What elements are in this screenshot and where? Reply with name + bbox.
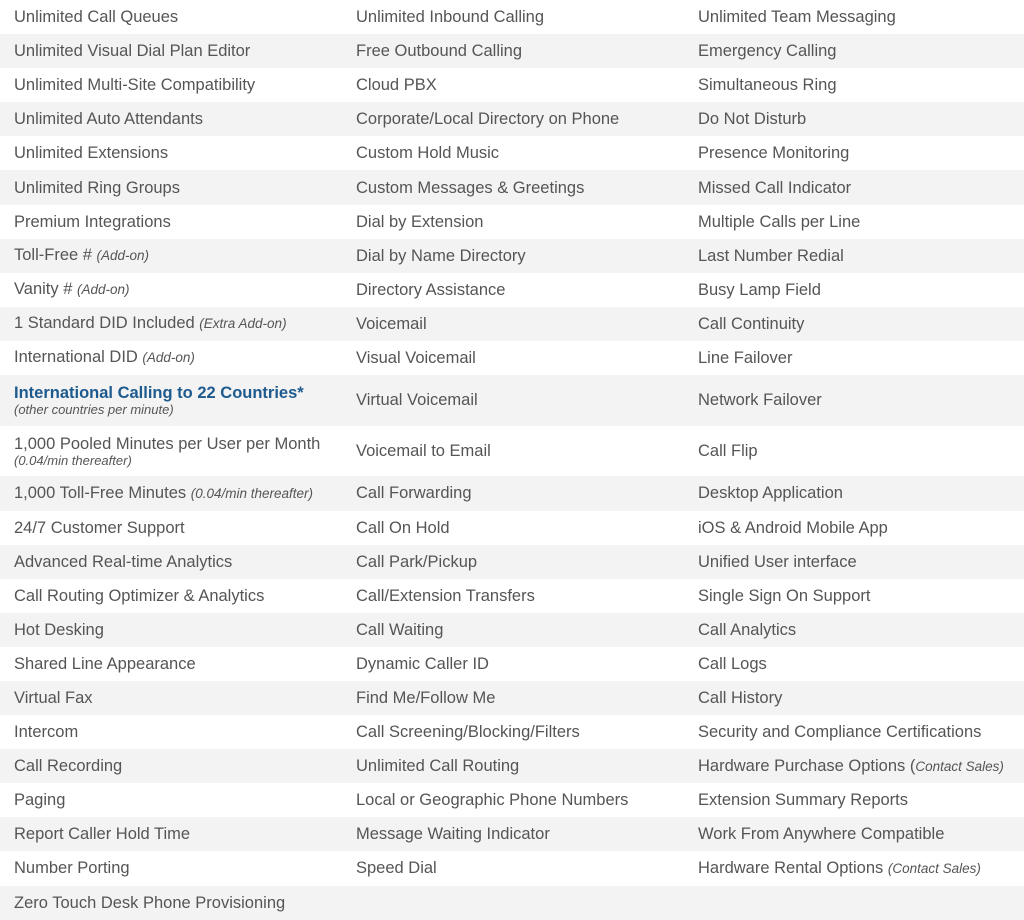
table-row: [0, 205, 1024, 239]
feature-cell: Cloud PBX: [356, 76, 437, 95]
feature-note: (0.04/min thereafter): [190, 485, 314, 501]
feature-cell: Zero Touch Desk Phone Provisioning: [14, 893, 286, 912]
feature-note: (Add-on): [76, 282, 130, 298]
table-row: [0, 375, 1024, 426]
table-row: [0, 511, 1024, 545]
feature-cell: Call/Extension Transfers: [356, 586, 535, 605]
feature-cell: [0, 435, 342, 468]
feature-cell: Unlimited Call Routing: [356, 757, 520, 776]
feature-label: 1,000 Pooled Minutes per User per Month: [14, 434, 321, 453]
feature-cell: Call Forwarding: [356, 484, 472, 503]
feature-cell: Simultaneous Ring: [698, 76, 837, 95]
feature-cell: [0, 314, 342, 333]
table-row: [0, 136, 1024, 170]
feature-cell: Call On Hold: [356, 518, 450, 537]
feature-cell: Security and Compliance Certifications: [698, 723, 982, 742]
feature-cell: Shared Line Appearance: [14, 654, 196, 673]
feature-cell: Call Flip: [698, 442, 758, 461]
feature-cell: Dial by Name Directory: [356, 246, 526, 265]
feature-cell: Virtual Fax: [14, 689, 93, 708]
table-row: [0, 341, 1024, 375]
feature-cell: Voicemail: [356, 314, 427, 333]
feature-note: (Add-on): [142, 350, 195, 366]
feature-cell: Call Analytics: [698, 620, 797, 639]
table-row: [0, 647, 1024, 681]
feature-cell: Line Failover: [698, 348, 793, 367]
feature-cell: Last Number Redial: [698, 246, 844, 265]
feature-cell: Number Porting: [14, 859, 130, 878]
feature-cell: Unlimited Extensions: [14, 144, 169, 163]
feature-cell: Do Not Disturb: [698, 110, 807, 129]
feature-cell: Corporate/Local Directory on Phone: [356, 110, 620, 129]
feature-cell: Single Sign On Support: [698, 586, 871, 605]
feature-cell: Directory Assistance: [356, 280, 506, 299]
feature-cell: Dial by Extension: [356, 212, 484, 231]
feature-note: (Contact Sales): [887, 860, 981, 876]
table-row: [0, 545, 1024, 579]
feature-cell: Unified User interface: [698, 552, 857, 571]
feature-cell: [0, 484, 342, 503]
feature-cell: Call Recording: [14, 757, 123, 776]
feature-cell: Unlimited Auto Attendants: [14, 110, 203, 129]
feature-cell: Speed Dial: [356, 859, 437, 878]
feature-cell: Hot Desking: [14, 620, 104, 639]
feature-cell: Advanced Real-time Analytics: [14, 552, 233, 571]
table-row: [0, 715, 1024, 749]
feature-cell: Emergency Calling: [698, 42, 837, 61]
feature-cell: Unlimited Ring Groups: [14, 178, 180, 197]
feature-cell: Unlimited Call Queues: [14, 8, 179, 27]
feature-cell: [684, 859, 1024, 878]
feature-cell: Virtual Voicemail: [356, 391, 478, 410]
feature-cell: [0, 280, 342, 299]
feature-cell: iOS & Android Mobile App: [698, 518, 888, 537]
feature-cell: Busy Lamp Field: [698, 280, 821, 299]
feature-cell: Multiple Calls per Line: [698, 212, 861, 231]
feature-cell: [0, 348, 342, 367]
feature-cell: Unlimited Inbound Calling: [356, 8, 545, 27]
table-row: [0, 273, 1024, 307]
table-row: [0, 886, 1024, 920]
feature-cell: Network Failover: [698, 391, 822, 410]
feature-label: Hardware Rental Options: [698, 858, 888, 877]
feature-cell: [684, 757, 1024, 776]
feature-label[interactable]: International Calling to 22 Countries*: [14, 383, 304, 402]
feature-cell: Custom Messages & Greetings: [356, 178, 585, 197]
table-row: [0, 307, 1024, 341]
feature-cell: Call Logs: [698, 654, 767, 673]
table-row: [0, 749, 1024, 783]
feature-note: Contact Sales): [915, 758, 1004, 774]
feature-cell: Find Me/Follow Me: [356, 689, 496, 708]
feature-cell: Missed Call Indicator: [698, 178, 852, 197]
feature-cell: Call Screening/Blocking/Filters: [356, 723, 580, 742]
feature-label: Toll-Free #: [14, 246, 97, 265]
table-row: [0, 783, 1024, 817]
feature-note: (Add-on): [96, 248, 150, 264]
feature-cell: Free Outbound Calling: [356, 42, 523, 61]
feature-label: 1,000 Toll-Free Minutes: [14, 483, 191, 502]
feature-cell: Report Caller Hold Time: [14, 825, 191, 844]
feature-label: International DID: [14, 348, 143, 367]
feature-cell: Presence Monitoring: [698, 144, 850, 163]
table-row: [0, 817, 1024, 851]
table-row: [0, 851, 1024, 885]
feature-note: (other countries per minute): [14, 401, 174, 417]
feature-label: Hardware Purchase Options (: [698, 756, 916, 775]
feature-cell: Unlimited Multi-Site Compatibility: [14, 76, 256, 95]
feature-note: (0.04/min thereafter): [14, 452, 132, 468]
table-row: [0, 0, 1024, 34]
table-row: [0, 426, 1024, 477]
feature-cell: Paging: [14, 791, 66, 810]
table-row: [0, 239, 1024, 273]
feature-cell: Visual Voicemail: [356, 348, 476, 367]
table-row: [0, 170, 1024, 204]
table-row: [0, 613, 1024, 647]
feature-cell: Local or Geographic Phone Numbers: [356, 791, 629, 810]
feature-cell: 24/7 Customer Support: [14, 518, 185, 537]
feature-cell: Call Park/Pickup: [356, 552, 478, 571]
feature-cell: [0, 246, 342, 265]
feature-cell: Call Routing Optimizer & Analytics: [14, 586, 265, 605]
feature-note: (Extra Add-on): [199, 316, 287, 332]
table-row: [0, 681, 1024, 715]
feature-cell: Call History: [698, 689, 783, 708]
feature-cell: Call Waiting: [356, 620, 444, 639]
feature-cell: Message Waiting Indicator: [356, 825, 550, 844]
feature-cell: Premium Integrations: [14, 212, 171, 231]
table-row: [0, 34, 1024, 68]
feature-cell: Custom Hold Music: [356, 144, 500, 163]
feature-cell: Unlimited Team Messaging: [698, 8, 896, 27]
feature-cell: Call Continuity: [698, 314, 805, 333]
feature-cell: Desktop Application: [698, 484, 843, 503]
feature-cell: Intercom: [14, 723, 79, 742]
feature-cell: Dynamic Caller ID: [356, 654, 489, 673]
feature-label: Vanity #: [14, 280, 77, 299]
table-row: [0, 579, 1024, 613]
feature-cell: [0, 384, 342, 417]
feature-cell: Voicemail to Email: [356, 442, 491, 461]
table-row: [0, 68, 1024, 102]
table-row: [0, 476, 1024, 510]
feature-label: 1 Standard DID Included: [14, 314, 200, 333]
feature-cell: Unlimited Visual Dial Plan Editor: [14, 42, 251, 61]
feature-cell: Extension Summary Reports: [698, 791, 908, 810]
table-row: [0, 102, 1024, 136]
feature-cell: Work From Anywhere Compatible: [698, 825, 945, 844]
